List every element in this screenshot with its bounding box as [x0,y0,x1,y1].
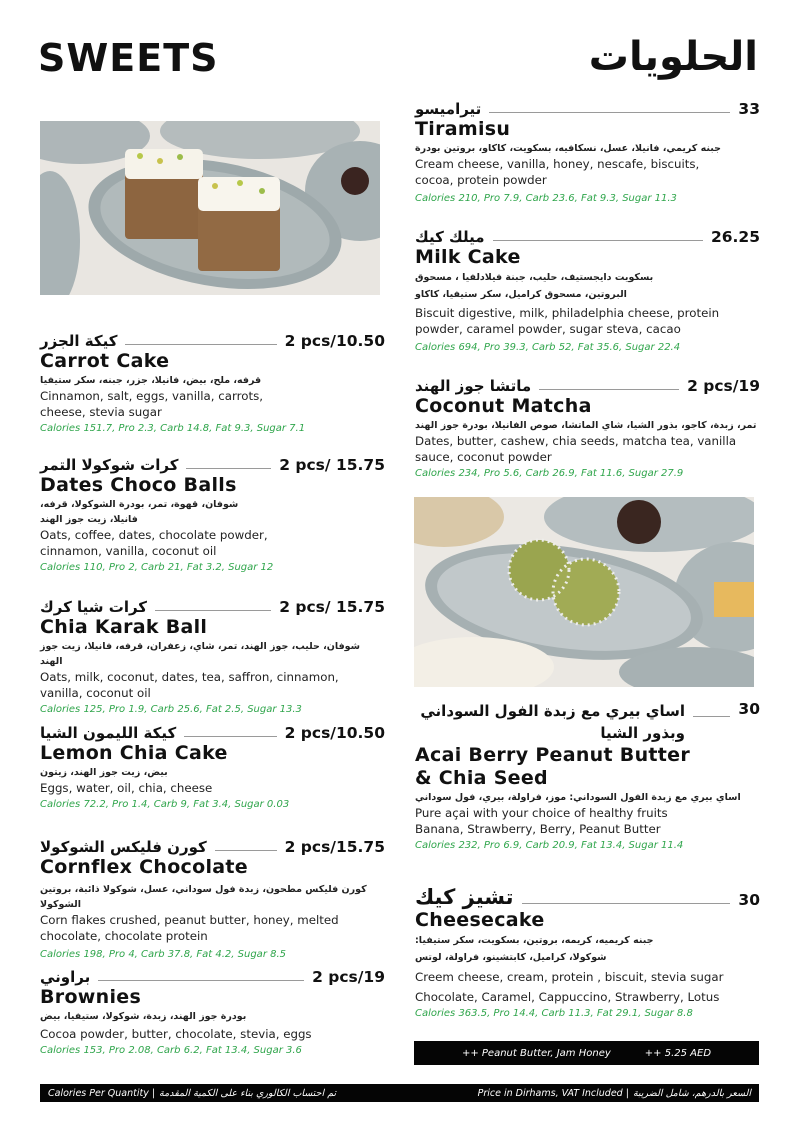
item-nutrition: Calories 198, Pro 4, Carb 37.8, Fat 4.2, Sugar 8.5 [40,949,287,960]
item-nutrition: Calories 153, Pro 2.08, Carb 6.2, Fat 13.4, Sugar 3.6 [40,1045,302,1056]
item-nutrition: Calories 234, Pro 5.6, Carb 26.9, Fat 11.6, Sugar 27.9 [415,468,684,479]
item-name-ar: ماتشا جوز الهند [415,377,532,395]
menu-item-acai-berry [415,700,760,854]
footer-price-en: Price in Dirhams, VAT Included | [477,1087,629,1099]
item-desc-en: Oats, coffee, dates, chocolate powder, cinnamon, vanilla, coconut oil [40,528,268,558]
item-nutrition: Calories 125, Pro 1.9, Carb 25.6, Fat 2.5, Sugar 13.3 [40,704,302,715]
item-name-ar: اساي بيري مع زبدة الفول السوداني وبذور الشيا [420,702,685,742]
item-nutrition: Calories 694, Pro 39.3, Carb 52, Fat 35.6, Sugar 22.4 [415,342,681,353]
item-price: 2 pcs/10.50 [284,332,385,350]
item-price: 2 pcs/10.50 [284,724,385,742]
item-desc-en: Biscuit digestive, milk, philadelphia cheese, protein powder, caramel powder, sugar steva, cacao [415,306,720,336]
menu-item-cornflex-chocolate [40,834,385,963]
item-price: 26.25 [710,228,760,246]
item-price: 2 pcs/19 [312,968,385,986]
item-nutrition: Calories 210, Pro 7.9, Carb 23.6, Fat 9.3, Sugar 11.3 [415,193,677,204]
footer-bar [40,1084,759,1102]
item-price: 2 pcs/19 [687,377,760,395]
item-price: 30 [738,700,760,718]
item-name-ar: ميلك كيك [415,228,485,246]
item-name-ar: كيكة الليمون الشيا [40,724,177,742]
item-nutrition: Calories 151.7, Pro 2.3, Carb 14.8, Fat 9.3, Sugar 7.1 [40,423,306,434]
carrot-cake-image-icon [40,121,380,295]
item-name-en: Carrot Cake [40,350,170,372]
leader-line [693,716,730,717]
item-desc-ar: اساي بيري مع زبدة الفول السوداني: موز، فراولة، بيري، فول سوداني [415,792,741,803]
item-desc-en-flavors: Chocolate, Caramel, Cappuccino, Strawberry, Lotus [415,990,720,1004]
leader-line [186,468,271,469]
item-desc-en: Corn flakes crushed, peanut butter, honey, melted chocolate, chocolate protein [40,913,339,943]
leader-line [98,980,304,981]
menu-item-milk-cake [415,224,760,356]
item-nutrition: Calories 110, Pro 2, Carb 21, Fat 3.2, Sugar 12 [40,562,274,573]
menu-item-dates-choco-balls [40,452,385,576]
item-desc-ar: شوفان، حليب، جوز الهند، تمر، شاي، زعفران، قرفه، فانيلا، زيت جوز الهند [40,641,360,667]
item-nutrition: Calories 232, Pro 6.9, Carb 20.9, Fat 13.4, Sugar 11.4 [415,840,684,851]
item-name-ar: كرات شيا كرك [40,598,148,616]
item-desc-ar: بيض، زيت جوز الهند، زيتون [40,767,168,778]
menu-item-cheesecake [415,883,760,1022]
menu-item-brownies [40,964,385,1059]
item-desc-en: Eggs, water, oil, chia, cheese [40,781,213,795]
addon-price: ++ 5.25 AED [644,1047,712,1059]
item-name-en: Brownies [40,986,142,1008]
item-desc-en: Cocoa powder, butter, chocolate, stevia, eggs [40,1027,312,1041]
leader-line [184,736,276,737]
menu-item-lemon-chia-cake [40,720,385,813]
menu-item-carrot-cake [40,328,385,437]
item-name-en: Acai Berry Peanut Butter & Chia Seed [415,744,691,789]
item-desc-ar: كورن فليكس مطحون، زبدة فول سوداني، عسل، شوكولا ذائبة، بروتين الشوكولا [40,884,367,910]
leader-line [493,240,703,241]
item-name-en: Lemon Chia Cake [40,742,228,764]
item-desc-en: Cinnamon, salt, eggs, vanilla, carrots, cheese, stevia sugar [40,389,263,419]
item-desc-en: Dates, butter, cashew, chia seeds, matcha tea, vanilla sauce, coconut powder [415,434,737,464]
item-name-ar: تشيز كيك [415,885,514,909]
leader-line [155,610,271,611]
item-desc-en: Cream cheese, vanilla, honey, nescafe, biscuits, cocoa, protein powder [415,157,700,187]
leader-line [539,389,679,390]
item-price: 33 [738,100,760,118]
item-desc-ar: بسكويت دايجستيف، حليب، جبنة فيلادلفيا ، مسحوق البروتين، مسحوق كراميل، سكر ستيفيا، كاكاو [415,272,654,300]
item-desc-ar: جبنه كريمي، فانيلا، عسل، نسكافيه، بسكويت، كاكاو، بروتين بودرة [415,143,722,154]
item-name-en: Dates Choco Balls [40,474,237,496]
menu-item-tiramisu [415,96,760,207]
item-name-ar: تيراميسو [415,100,482,118]
item-name-ar: براوني [40,968,91,986]
item-desc-en: Pure açai with your choice of healthy fruits Banana, Strawberry, Berry, Peanut Butter [415,806,668,836]
item-nutrition: Calories 363.5, Pro 14.4, Carb 11.3, Fat 29.1, Sugar 8.8 [415,1008,693,1019]
leader-line [215,850,277,851]
item-name-en: Coconut Matcha [415,395,592,417]
footer-price-ar: السعر بالدرهم، شامل الضريبة [632,1087,751,1099]
menu-item-chia-karak-ball [40,594,385,718]
item-name-en: Tiramisu [415,118,511,140]
item-price: 2 pcs/15.75 [284,838,385,856]
item-desc-ar: قرفه، ملح، بيض، فانيلا، جزر، جبنه، سكر ستيفيا [40,375,262,386]
item-name-en: Milk Cake [415,246,521,268]
leader-line [125,344,276,345]
leader-line [522,903,731,904]
item-name-en: Cheesecake [415,909,545,931]
item-desc-en: Creem cheese, cream, protein , biscuit, stevia sugar [415,970,724,984]
item-price: 30 [738,891,760,909]
item-desc-ar: تمر، زبدة، كاجو، بذور الشيا، شاي الماتشا، صوص الفانيلا، بودرة جوز الهند [415,420,757,431]
footer-calories-en: Calories Per Quantity | [48,1087,156,1099]
footer-calories-note [48,1088,336,1099]
footer-calories-ar: تم احتساب الكالوري بناء على الكمية المقدمة [159,1087,337,1099]
addon-bar [414,1041,759,1065]
menu-item-coconut-matcha [415,373,760,482]
item-price: 2 pcs/ 15.75 [279,598,385,616]
item-name-ar: كيكة الجزر [40,332,118,350]
coconut-matcha-photo [414,497,754,687]
addon-label: ++ Peanut Butter, Jam Honey [461,1047,611,1059]
footer-price-note [478,1088,751,1099]
item-name-ar: كرات شوكولا التمر [40,456,179,474]
item-name-en: Cornflex Chocolate [40,856,248,878]
page-title-en: SWEETS [38,36,219,80]
page-title-ar: الحلويات [588,34,758,80]
item-desc-ar: جبنه كريميه، كريمه، بروتين، بسكويت، سكر ستيفيا: شوكولا، كراميل، كابتشينو، فراولة، لوتس [415,935,654,963]
coconut-matcha-image-icon [414,497,754,687]
item-name-ar: كورن فليكس الشوكولا [40,838,207,856]
item-name-en: Chia Karak Ball [40,616,208,638]
item-nutrition: Calories 72.2, Pro 1.4, Carb 9, Fat 3.4, Sugar 0.03 [40,799,290,810]
item-desc-ar: بودرة جوز الهند، زبدة، شوكولا، ستيفيا، بيض [40,1011,247,1022]
carrot-cake-photo [40,121,380,295]
item-desc-ar: شوفان، قهوة، تمر، بودرة الشوكولا، قرفه، فانيلا، زيت جوز الهند [40,499,239,525]
item-price: 2 pcs/ 15.75 [279,456,385,474]
leader-line [489,112,730,113]
item-desc-en: Oats, milk, coconut, dates, tea, saffron, cinnamon, vanilla, coconut oil [40,670,339,700]
